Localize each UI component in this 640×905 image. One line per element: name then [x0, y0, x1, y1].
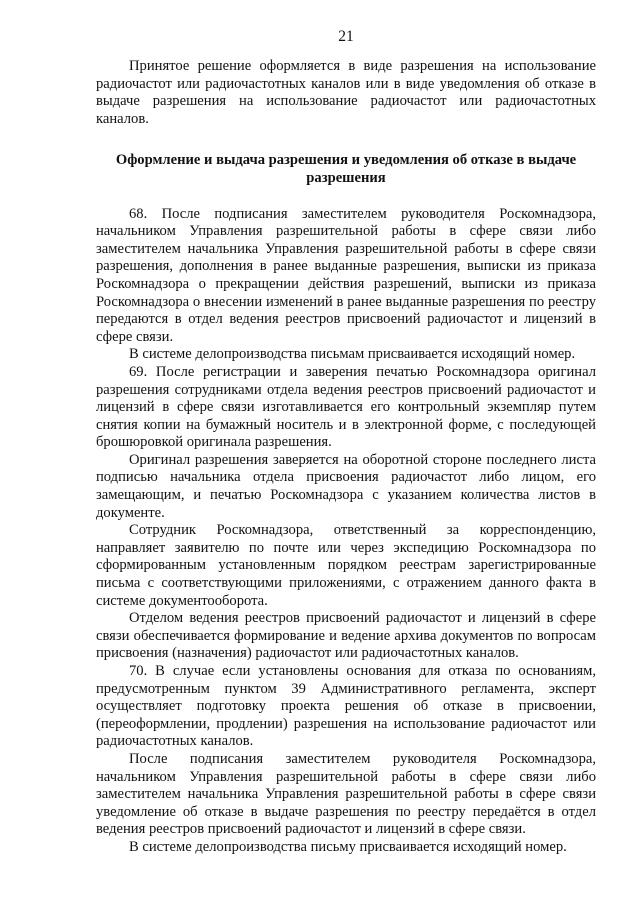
- paragraph-refusal-notice: После подписания заместителем руководителя Роскомнадзора, начальником Управления разрешительной работы в сфере связи либо заместителем начальника Управления разрешительной работы в сфере связи уведомление об отказе в выдаче разрешения по реестру передаётся в отдел ведения реестров присвоений радиочастот и лицензий в сфере связи.: [96, 750, 596, 838]
- paragraph-correspondence: Сотрудник Роскомнадзора, ответственный за корреспонденцию, направляет заявителю по почте или через экспедицию Роскомнадзора по сформированным установленным порядком реестрам зарегистрированные письма с соответствующими приложениями, с отражением данного факта в системе документооборота.: [96, 522, 596, 609]
- paragraph-68: 68. После подписания заместителем руководителя Роскомнадзора, начальником Управления разрешительной работы в сфере связи либо заместителем начальника Управления разрешительной работы в сфере связи разрешения, дополнения в ранее выданные разрешения, выписки из приказа Роскомнадзора о прекращении действия разрешений, выписки из приказа Роскомнадзора о внесении изменений в ранее выданные разрешения по реестру передаются в отдел ведения реестров присвоений радиочастот и лицензий в сфере связи.: [96, 205, 596, 345]
- page-number: 21: [338, 28, 354, 45]
- paragraph-registry-note-1: В системе делопроизводства письмам присваивается исходящий номер.: [129, 346, 576, 363]
- paragraph-registry-note-2: В системе делопроизводства письму присваивается исходящий номер.: [129, 838, 567, 855]
- intro-paragraph: Принятое решение оформляется в виде разрешения на использование радиочастот или радиочастотных каналов или в виде уведомления об отказе в выдаче разрешения на использование радиочастот или радиочастотных каналов.: [96, 58, 596, 127]
- paragraph-original-certification: Оригинал разрешения заверяется на оборотной стороне последнего листа подписью начальника отдела присвоения радиочастот либо лицом, его замещающим, и печатью Роскомнадзора с указанием количества листов в документе.: [96, 451, 596, 521]
- section-heading: Оформление и выдача разрешения и уведомления об отказе в выдаче разрешения: [115, 152, 577, 186]
- document-page: [96, 28, 596, 857]
- paragraph-archive: Отделом ведения реестров присвоений радиочастот и лицензий в сфере связи обеспечивается формирование и ведение архива документов по вопросам присвоения (назначения) радиочастот или радиочастотных каналов.: [96, 610, 596, 662]
- paragraph-70: 70. В случае если установлены основания для отказа по основаниям, предусмотренным пунктом 39 Административного регламента, эксперт осуществляет подготовку проекта решения об отказе в присвоении, (переоформлении, продлении) разрешения на использование радиочастот или радиочастотных каналов.: [96, 663, 596, 750]
- paragraph-69: 69. После регистрации и заверения печатью Роскомнадзора оригинал разрешения сотрудниками отдела ведения реестров присвоений радиочастот и лицензий в сфере связи изготавливается его контрольный экземпляр путем снятия копии на бумажный носитель и в электронной форме, с последующей брошюровкой оригинала разрешения.: [96, 363, 596, 451]
